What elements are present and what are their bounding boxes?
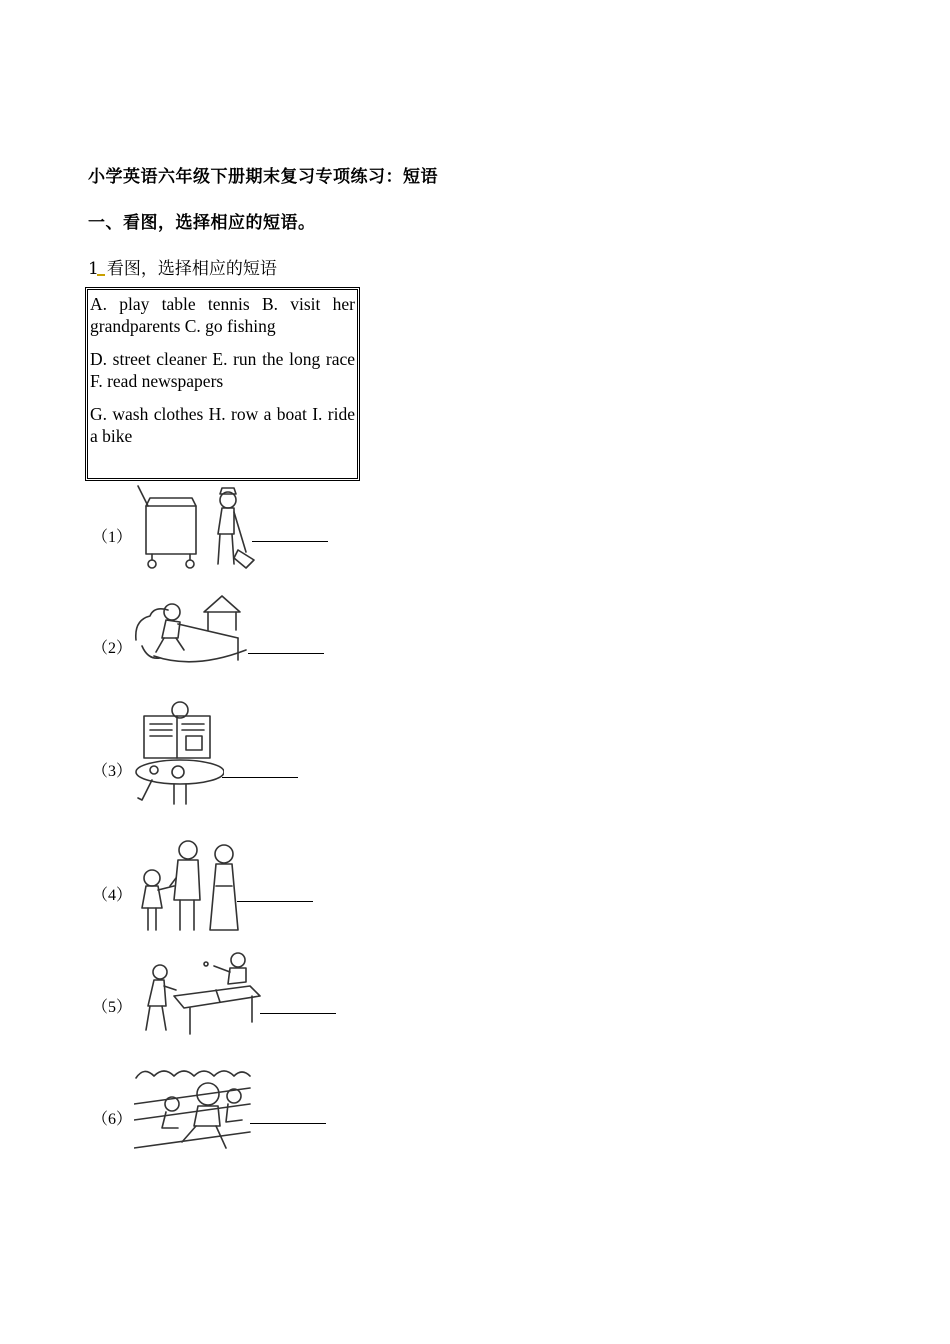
answer-blank[interactable] bbox=[237, 900, 313, 902]
answer-blank[interactable] bbox=[248, 652, 324, 654]
street-cleaner-picture bbox=[134, 484, 256, 576]
options-row-3: G. wash clothes H. row a boat I. ride a bike bbox=[90, 404, 355, 446]
options-row-1: A. play table tennis B. visit her grandparents C. go fishing bbox=[90, 294, 355, 336]
question-item-2 bbox=[92, 590, 352, 670]
section-heading: 一、看图，选择相应的短语。 bbox=[88, 213, 316, 233]
answer-blank[interactable] bbox=[250, 1122, 326, 1124]
question-number: 1 bbox=[88, 259, 99, 279]
page-title: 小学英语六年级下册期末复习专项练习：短语 bbox=[88, 167, 438, 187]
options-box bbox=[85, 287, 360, 481]
item-label: （1） bbox=[92, 529, 133, 546]
question-line bbox=[88, 254, 277, 279]
question-item-6 bbox=[92, 1064, 352, 1154]
question-text: 看图，选择相应的短语 bbox=[106, 259, 277, 279]
item-label: （4） bbox=[92, 887, 133, 904]
answer-blank[interactable] bbox=[260, 1012, 336, 1014]
item-label: （5） bbox=[92, 999, 133, 1016]
options-row-2: D. street cleaner E. run the long race F. read newspapers bbox=[90, 349, 355, 391]
fishing-picture bbox=[134, 590, 252, 670]
question-item-4 bbox=[92, 838, 352, 938]
question-item-1 bbox=[92, 484, 352, 576]
visiting-grandparents-picture bbox=[134, 838, 244, 938]
answer-blank[interactable] bbox=[222, 776, 298, 778]
answer-blank[interactable] bbox=[252, 540, 328, 542]
table-tennis-picture bbox=[134, 950, 262, 1038]
reading-newspaper-picture bbox=[134, 700, 224, 810]
item-label: （6） bbox=[92, 1111, 133, 1128]
running-race-picture bbox=[134, 1064, 252, 1154]
item-label: （3） bbox=[92, 763, 133, 780]
question-item-5 bbox=[92, 950, 352, 1038]
question-item-3 bbox=[92, 700, 352, 810]
item-label: （2） bbox=[92, 640, 133, 657]
